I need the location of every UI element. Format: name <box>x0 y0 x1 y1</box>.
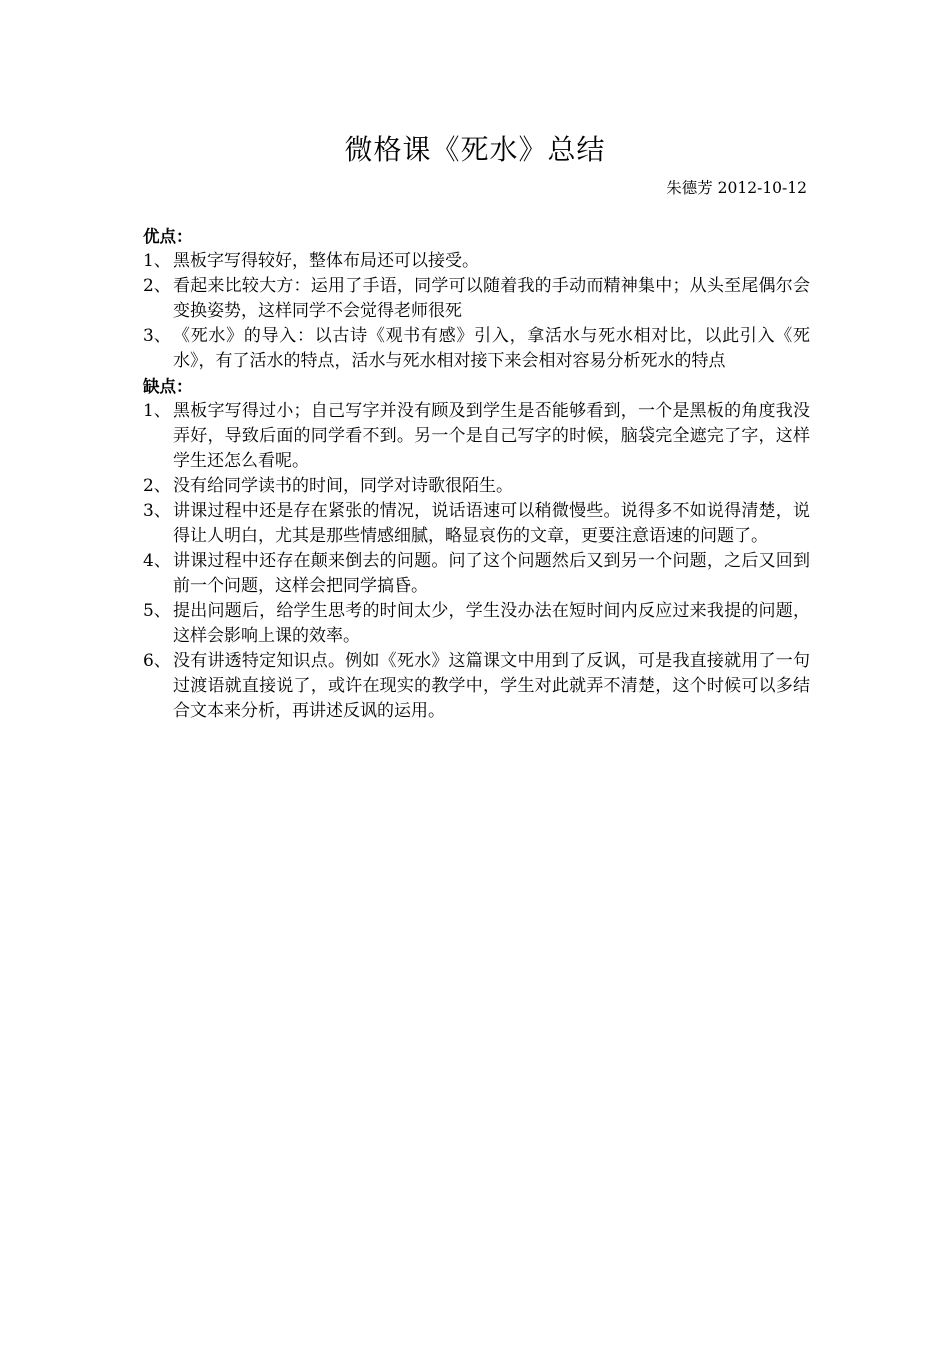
section-strengths <box>143 224 810 374</box>
list-item-number: 5、 <box>143 601 171 621</box>
list-item <box>143 549 810 599</box>
list-item-text: 《死水》的导入：以古诗《观书有感》引入，拿活水与死水相对比，以此引入《死水》，有了活水的特点，活水与死水相对接下来会相对容易分析死水的特点 <box>173 326 810 371</box>
list-item <box>143 274 810 324</box>
list-item-number: 2、 <box>143 476 171 496</box>
list-item-text: 没有给同学读书的时间，同学对诗歌很陌生。 <box>173 476 513 496</box>
section-heading-weaknesses: 缺点： <box>143 377 193 396</box>
list-item-text: 看起来比较大方：运用了手语，同学可以随着我的手动而精神集中；从头至尾偶尔会变换姿势，这样同学不会觉得老师很死 <box>173 276 810 321</box>
list-item-text: 提出问题后，给学生思考的时间太少，学生没办法在短时间内反应过来我提的问题，这样会影响上课的效率。 <box>173 601 810 646</box>
list-item-text: 没有讲透特定知识点。例如《死水》这篇课文中用到了反讽，可是我直接就用了一句过渡语就直接说了，或许在现实的教学中，学生对此就弄不清楚，这个时候可以多结合文本来分析，再讲述反讽的运用。 <box>173 651 810 721</box>
list-item <box>143 499 810 549</box>
list-item-number: 1、 <box>143 251 171 271</box>
list-item-text: 讲课过程中还存在颠来倒去的问题。问了这个问题然后又到另一个问题，之后又回到前一个问题，这样会把同学搞昏。 <box>173 551 810 596</box>
section-heading-strengths: 优点： <box>143 227 193 246</box>
list-item-number: 3、 <box>143 326 171 346</box>
list-item <box>143 649 810 724</box>
list-item-text: 黑板字写得过小；自己写字并没有顾及到学生是否能够看到，一个是黑板的角度我没弄好，导致后面的同学看不到。另一个是自己写字的时候，脑袋完全遮完了字，这样学生还怎么看呢。 <box>173 401 810 471</box>
list-item-number: 1、 <box>143 401 171 421</box>
list-item-number: 6、 <box>143 651 171 671</box>
list-item <box>143 324 810 374</box>
list-item-text: 黑板字写得较好，整体布局还可以接受。 <box>173 251 479 271</box>
list-item <box>143 249 810 274</box>
author-date-line: 朱德芳 2012-10-12 <box>666 179 807 197</box>
document-title: 微格课《死水》总结 <box>344 133 606 166</box>
document-body <box>143 224 810 724</box>
list-item-number: 3、 <box>143 501 171 521</box>
list-item <box>143 599 810 649</box>
list-item-number: 4、 <box>143 551 171 571</box>
list-item <box>143 474 810 499</box>
section-weaknesses <box>143 374 810 724</box>
list-item <box>143 399 810 474</box>
list-item-number: 2、 <box>143 276 171 296</box>
list-item-text: 讲课过程中还是存在紧张的情况，说话语速可以稍微慢些。说得多不如说得清楚，说得让人明白，尤其是那些情感细腻，略显哀伤的文章，更要注意语速的问题了。 <box>173 501 810 546</box>
